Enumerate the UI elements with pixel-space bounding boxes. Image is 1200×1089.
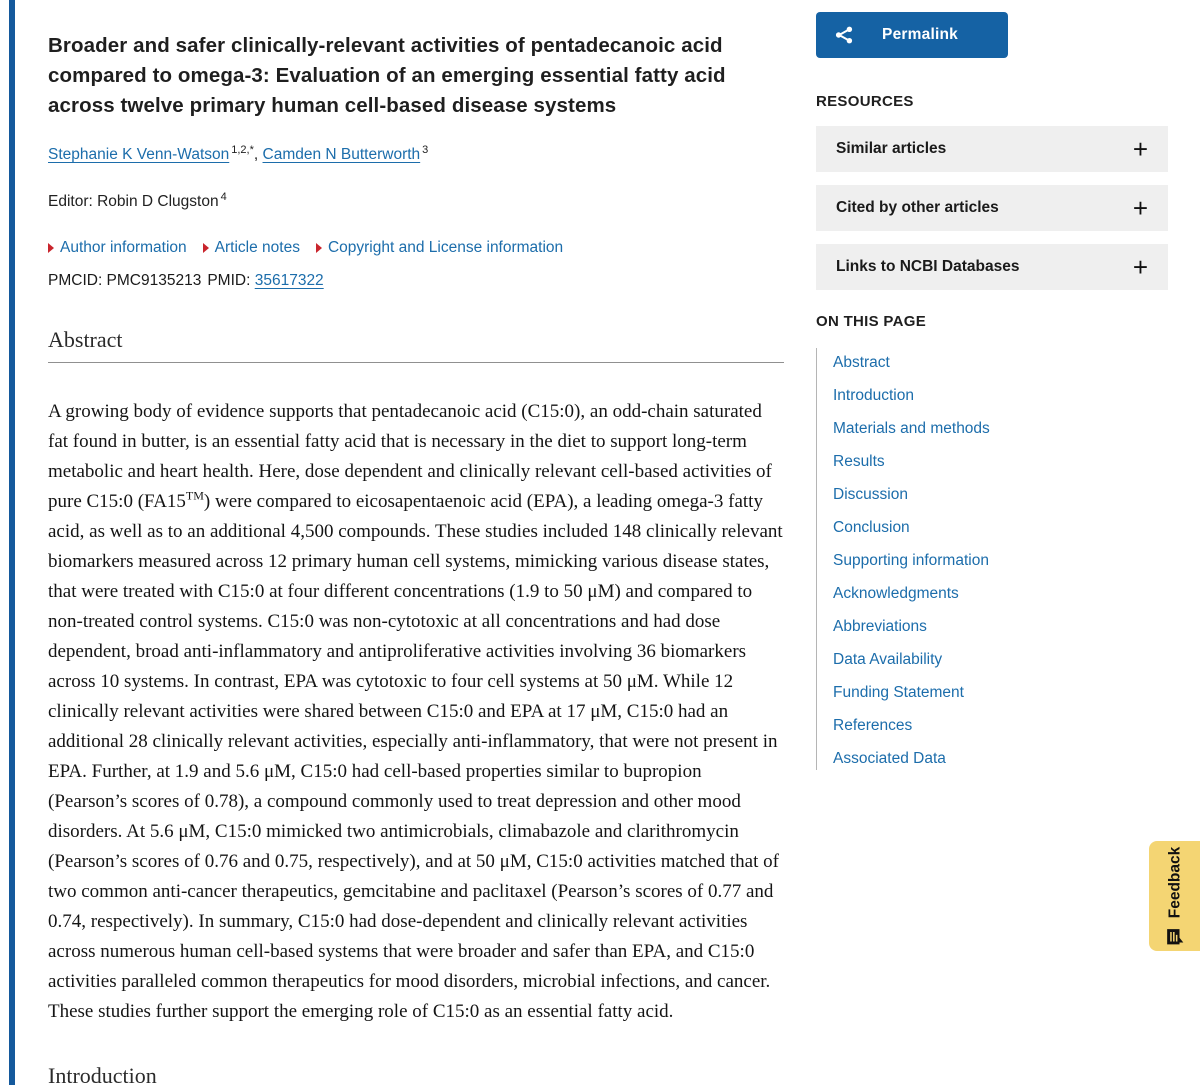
accordion-label: Similar articles — [836, 140, 947, 157]
toc-item — [833, 685, 1168, 701]
toc-link-introduction[interactable]: Introduction — [833, 387, 914, 404]
toc-item — [833, 718, 1168, 734]
feedback-button-content — [1165, 846, 1184, 946]
article-notes-label[interactable]: Article notes — [214, 239, 300, 256]
arrow-right-icon — [203, 243, 209, 253]
abstract-text-part1: A growing body of evidence supports that pentadecanoic acid (C15:0), an odd-chain saturated fat found in butter, is an essential fatty acid that is necessary in the diet to support long-term metabolic and heart health. Here, dose dependent and clinically relevant cell-based activities of pure C15:0 (FA15 — [48, 401, 772, 512]
abstract-text-part2: ) were compared to eicosapentaenoic acid (EPA), a leading omega-3 fatty acid, as well as to an additional 4,500 compounds. These studies included 148 clinically relevant biomarkers measured across 12 primary human cell systems, mimicking various disease states, that were treated with C15:0 at four different concentrations (1.9 to 50 μM) and compared to non-treated control systems. C15:0 was non-cytotoxic at all concentrations and had dose dependent, broad anti-inflammatory and antiproliferative activities involving 36 biomarkers across 10 systems. In contrast, EPA was cytotoxic to four cell systems at 50 μM. While 12 clinically relevant activities were shared between C15:0 and EPA at 17 μM, C15:0 had an additional 28 clinically relevant activities, especially anti-inflammatory, that were not present in EPA. Further, at 1.9 and 5.6 μM, C15:0 had cell-based properties similar to bupropion (Pearson’s scores of 0.78), a compound commonly used to treat depression and other mood disorders. At 5.6 μM, C15:0 mimicked two antimicrobials, climabazole and clarithromycin (Pearson’s scores of 0.76 and 0.75, respectively), and at 50 μM, C15:0 activities matched that of two common anti-cancer therapeutics, gemcitabine and paclitaxel (Pearson’s scores of 0.77 and 0.74, respectively). In summary, C15:0 had dose-dependent and clinically relevant activities across numerous human cell-based systems that were broader and safer than EPA, and C15:0 activities paralleled common therapeutics for mood disorders, microbial infections, and cancer. These studies further support the emerging role of C15:0 as an essential fatty acid. — [48, 491, 783, 1022]
accordion-label: Links to NCBI Databases — [836, 258, 1020, 275]
copyright-license-label[interactable]: Copyright and License information — [327, 239, 564, 256]
abstract-paragraph — [48, 397, 784, 1027]
toc-item — [833, 751, 1168, 767]
toc-item — [833, 421, 1168, 437]
article-ids-line — [48, 272, 784, 290]
arrow-right-icon — [48, 243, 54, 253]
toc-link-funding-statement[interactable]: Funding Statement — [833, 684, 964, 701]
feedback-bubble-icon — [1165, 927, 1184, 946]
share-icon — [834, 25, 854, 45]
resources-accordions — [816, 126, 1168, 290]
trademark-sup: TM — [185, 488, 204, 503]
arrow-right-icon — [316, 243, 322, 253]
toc-item — [833, 355, 1168, 371]
plus-icon: + — [1132, 252, 1148, 282]
authors-separator: , — [253, 146, 263, 163]
page-accent-bar — [9, 0, 15, 1085]
on-this-page-toc — [816, 348, 1168, 770]
author-affiliation-sup: 3 — [422, 143, 429, 156]
introduction-heading: Introduction — [48, 1063, 157, 1088]
toc-link-abbreviations[interactable]: Abbreviations — [833, 618, 927, 635]
article-notes-link[interactable] — [203, 239, 300, 257]
feedback-label: Feedback — [1165, 846, 1183, 918]
toc-item — [833, 520, 1168, 536]
article-info-links — [48, 239, 784, 257]
copyright-license-link[interactable] — [316, 239, 563, 257]
pmcid-value: PMCID: PMC9135213 — [48, 272, 202, 289]
toc-item — [833, 454, 1168, 470]
permalink-label: Permalink — [882, 26, 958, 43]
article-sidebar — [816, 0, 1168, 770]
toc-item — [833, 652, 1168, 668]
toc-item — [833, 586, 1168, 602]
toc-item — [833, 487, 1168, 503]
toc-link-results[interactable]: Results — [833, 453, 885, 470]
pmid-label: PMID: — [207, 272, 251, 289]
author-link-venn-watson[interactable]: Stephanie K Venn-Watson — [48, 146, 230, 163]
accordion-label: Cited by other articles — [836, 199, 999, 216]
authors-line — [48, 143, 784, 164]
permalink-button[interactable] — [816, 12, 1008, 58]
author-affiliation-sup: 1,2,* — [231, 143, 254, 156]
abstract-heading: Abstract — [48, 327, 784, 363]
feedback-button[interactable] — [1149, 841, 1200, 951]
accordion-ncbi-databases[interactable] — [816, 244, 1168, 290]
toc-link-references[interactable]: References — [833, 717, 913, 734]
toc-link-conclusion[interactable]: Conclusion — [833, 519, 910, 536]
toc-link-discussion[interactable]: Discussion — [833, 486, 908, 503]
toc-link-abstract[interactable]: Abstract — [833, 354, 890, 371]
toc-link-associated-data[interactable]: Associated Data — [833, 750, 946, 767]
editor-line — [48, 190, 784, 211]
author-link-butterworth[interactable]: Camden N Butterworth — [262, 146, 421, 163]
accordion-similar-articles[interactable] — [816, 126, 1168, 172]
pmid-link[interactable]: 35617322 — [254, 272, 324, 289]
accordion-cited-by[interactable] — [816, 185, 1168, 231]
editor-affiliation-sup: 4 — [220, 190, 227, 203]
toc-link-supporting-information[interactable]: Supporting information — [833, 552, 989, 569]
toc-item — [833, 619, 1168, 635]
plus-icon: + — [1132, 193, 1148, 223]
resources-heading: RESOURCES — [816, 93, 914, 110]
author-information-label[interactable]: Author information — [60, 239, 187, 256]
author-information-link[interactable] — [48, 239, 187, 257]
page-title: Broader and safer clinically-relevant activities of pentadecanoic acid compared to omega-3: Evaluation of an emerging essential fatty acid across twelve primary human cell-based disease systems — [48, 34, 726, 117]
article-main — [48, 0, 784, 1089]
editor-label: Editor: Robin D Clugston — [48, 193, 219, 210]
toc-item — [833, 553, 1168, 569]
on-this-page-heading: ON THIS PAGE — [816, 313, 926, 330]
toc-link-data-availability[interactable]: Data Availability — [833, 651, 943, 668]
plus-icon: + — [1132, 134, 1148, 164]
toc-item — [833, 388, 1168, 404]
abstract-section — [48, 327, 784, 1027]
toc-link-acknowledgments[interactable]: Acknowledgments — [833, 585, 959, 602]
toc-link-materials-and-methods[interactable]: Materials and methods — [833, 420, 990, 437]
